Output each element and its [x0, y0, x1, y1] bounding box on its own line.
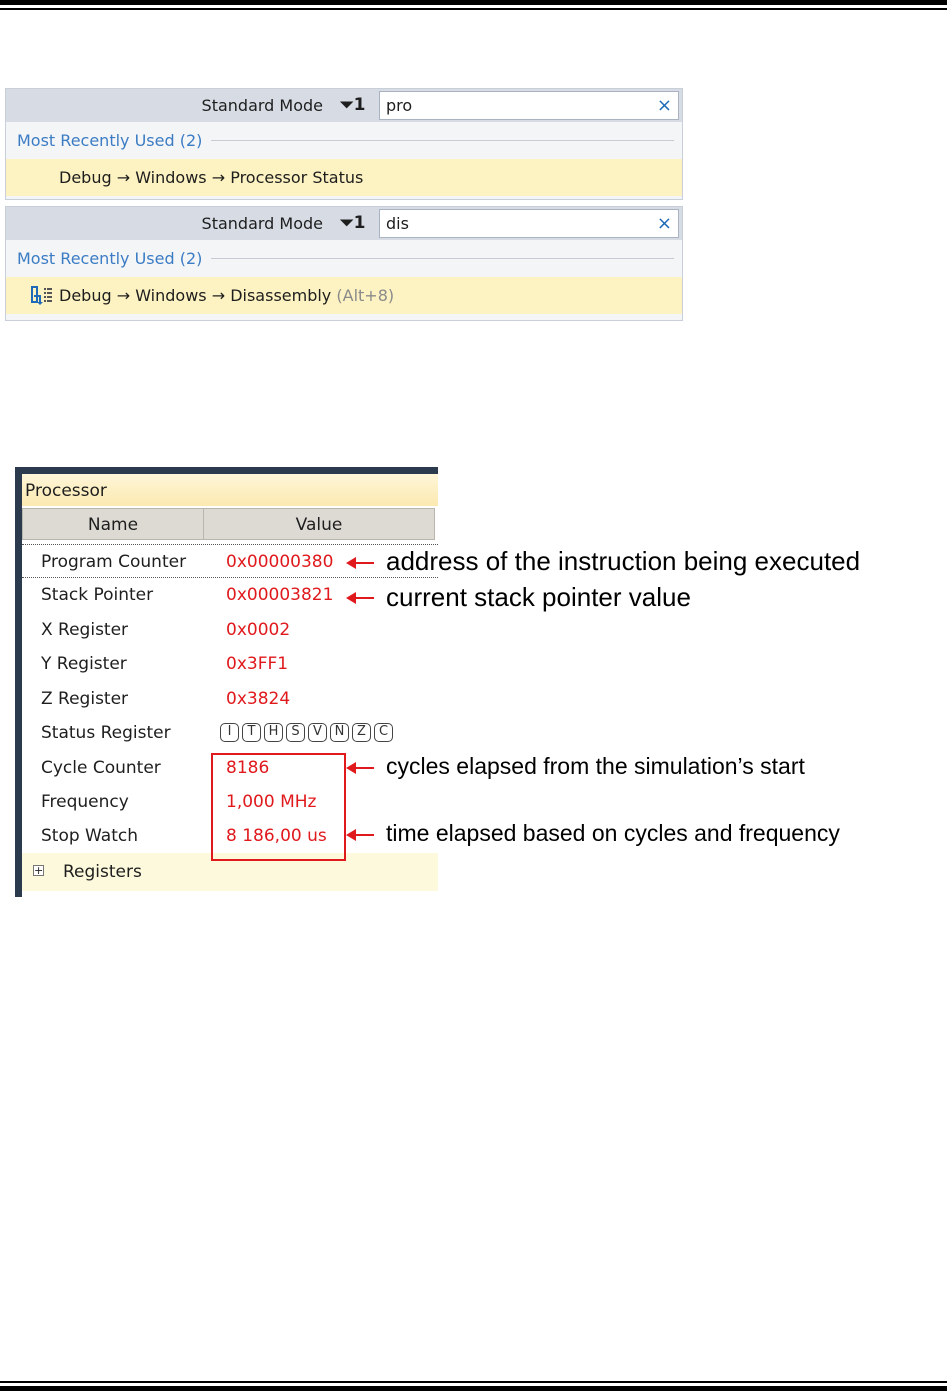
result-item-path: Debug → Windows → Disassembly	[59, 286, 332, 305]
bottom-rule-thick	[0, 1386, 947, 1391]
quick-launch-header	[6, 207, 682, 240]
quick-launch-header	[6, 89, 682, 122]
row-value: 8 186,00 us	[226, 826, 327, 846]
row-name: Stack Pointer	[41, 585, 154, 605]
clear-search-icon[interactable]: ×	[656, 213, 672, 234]
standard-mode-label[interactable]: Standard Mode	[201, 96, 323, 115]
flag-z[interactable]: Z	[352, 723, 371, 742]
row-name: Program Counter	[41, 552, 187, 572]
row-value: 0x00003821	[226, 585, 334, 605]
row-status-register[interactable]	[22, 716, 438, 750]
group-divider	[211, 258, 674, 259]
annotation-pc: address of the instruction being executed	[386, 546, 861, 576]
row-value: 0x3FF1	[226, 654, 289, 674]
flag-t[interactable]: T	[242, 723, 261, 742]
quick-launch-search-input[interactable]	[386, 210, 636, 237]
window-left-border	[15, 467, 22, 897]
mru-group-header	[6, 122, 682, 159]
filter-count-value: 1	[353, 213, 366, 233]
row-name: Stop Watch	[41, 826, 138, 846]
arrow-sp	[348, 597, 374, 599]
annotation-stopwatch: time elapsed based on cycles and frequency	[386, 820, 840, 846]
filter-count[interactable]	[340, 207, 365, 240]
column-header-value[interactable]: Value	[203, 508, 435, 540]
flag-i[interactable]: I	[220, 723, 239, 742]
arrow-cycles	[348, 767, 374, 769]
row-z-register[interactable]	[22, 682, 438, 716]
mru-group-label: Most Recently Used (2)	[17, 249, 203, 268]
result-item-path-wrap	[59, 277, 394, 314]
arrow-stopwatch	[348, 834, 374, 836]
row-name: Y Register	[41, 654, 127, 674]
processor-title: Processor	[22, 474, 438, 506]
result-item-path: Debug → Windows → Processor Status	[59, 168, 364, 187]
filter-icon: ⏷	[340, 95, 354, 115]
highlight-box	[211, 753, 346, 861]
standard-mode-label[interactable]: Standard Mode	[201, 214, 323, 233]
row-x-register[interactable]	[22, 613, 438, 647]
row-program-counter[interactable]	[22, 544, 438, 578]
disassembly-icon	[31, 286, 53, 306]
row-value: 0x0002	[226, 620, 291, 640]
quick-launch-search-box[interactable]	[379, 91, 679, 120]
result-item-processor-status[interactable]	[6, 159, 682, 196]
top-rule-thin	[0, 8, 947, 10]
row-stack-pointer[interactable]	[22, 578, 438, 612]
flag-s[interactable]: S	[286, 723, 305, 742]
row-y-register[interactable]	[22, 647, 438, 681]
filter-icon: ⏷	[340, 213, 354, 233]
quick-launch-panel-processor	[5, 88, 683, 200]
annotation-sp: current stack pointer value	[386, 582, 691, 612]
flag-v[interactable]: V	[308, 723, 327, 742]
registers-label: Registers	[63, 862, 142, 882]
mru-group-label: Most Recently Used (2)	[17, 131, 203, 150]
flag-n[interactable]: N	[330, 723, 349, 742]
arrow-pc	[348, 562, 374, 564]
row-value: 0x00000380	[226, 552, 334, 572]
flag-c[interactable]: C	[374, 723, 393, 742]
row-value: 8186	[226, 758, 270, 778]
row-name: Frequency	[41, 792, 129, 812]
row-name: Cycle Counter	[41, 758, 161, 778]
filter-count[interactable]	[340, 89, 365, 122]
filter-count-value: 1	[353, 95, 366, 115]
row-name: Status Register	[41, 723, 171, 743]
group-divider	[211, 140, 674, 141]
bottom-rule-thin	[0, 1381, 947, 1383]
clear-search-icon[interactable]: ×	[656, 95, 672, 116]
row-value: 1,000 MHz	[226, 792, 317, 812]
row-name: X Register	[41, 620, 129, 640]
expand-icon[interactable]: +	[34, 864, 44, 877]
quick-launch-panel-disassembly	[5, 206, 683, 321]
result-item-shortcut: (Alt+8)	[336, 286, 395, 305]
result-item-disassembly[interactable]	[6, 277, 682, 314]
quick-launch-search-input[interactable]	[386, 92, 636, 119]
quick-launch-search-box[interactable]	[379, 209, 679, 238]
annotation-cycles: cycles elapsed from the simulation’s start	[386, 753, 805, 779]
row-value: 0x3824	[226, 689, 291, 709]
column-header-name[interactable]: Name	[22, 508, 204, 540]
window-top-border	[15, 467, 438, 474]
status-flags	[220, 723, 393, 743]
flag-h[interactable]: H	[264, 723, 283, 742]
top-rule-thick	[0, 0, 947, 5]
mru-group-header	[6, 240, 682, 277]
row-name: Z Register	[41, 689, 129, 709]
